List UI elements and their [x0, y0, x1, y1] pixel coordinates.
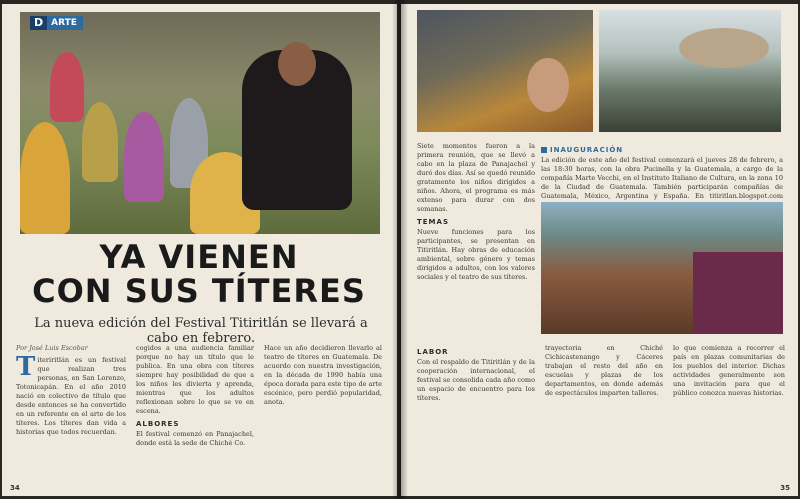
section-tag: [30, 16, 83, 30]
photo-credit: Fotos: AfriPike.blogspot.com: [271, 234, 356, 241]
section-tag-label: ARTE: [51, 18, 77, 28]
photo-puppeteer-woman: [417, 10, 593, 132]
headline-line2: CON SUS TÍTERES: [32, 272, 366, 310]
headline: [14, 240, 384, 308]
column-1-text: iteriritlán es un festival que realizan tres personas, en San Lorenzo, Totonicapán. En el año 2010 nació en colectivo de título que desde entonces se ha convertido en un referente en el arte de los títeres. Los títeres dan vida a historias que todos recuerdan.: [16, 356, 126, 436]
subheading-inauguracion: INAUGURACIÓN: [541, 146, 783, 154]
right-column-4: [545, 344, 663, 398]
article-column-1: [16, 344, 126, 437]
photo-audience-hat: [599, 10, 781, 132]
right-column-5-text: lo que comienza a recorrer el país en plazas comunitarias de los pueblos del interior. Dichas actividades generalmente son una invitación para que el público conozca nuevas historias.: [673, 344, 785, 397]
drop-cap: T: [16, 352, 36, 382]
subheading-labor: LABOR: [417, 348, 449, 356]
right-column-1-text: Siete momentos fueron a la primera reunión, que se llevó a cabo en la plaza de Panajachel y duró dos días. Así se quedó reunido gratamente los niños dirigidos a niños. Ahora, el programa es más extenso para durar con dos semanas.: [417, 142, 535, 213]
right-column-4-text: trayectoria en Chiché Cichicastenango y Cáceres trabajan el resto del año en escuelas y plazas de los departamentos, en donde además de espectáculos imparten talleres.: [545, 344, 663, 397]
article-column-2: [136, 344, 254, 448]
headline-line1: YA VIENEN: [99, 238, 299, 276]
left-page: [2, 4, 397, 496]
byline: Por José Luis Escobar: [16, 344, 88, 352]
subheading-temas: TEMAS: [417, 218, 449, 226]
column-2-text: cogidos a una audiencia familiar porque no hay un título que le publica. En una obra con títeres siempre hay posibilidad de que a los niños les divierta y aprenda, mientras que los adultos reflexionan sobre lo que se ve en escena.: [136, 344, 254, 415]
main-photo-puppeteer-children: [20, 12, 380, 241]
column-2b-text: El festival comenzó en Panajachel, donde está la sede de Chiché Co.: [136, 430, 254, 447]
inauguration-text: La edición de este año del festival comenzará el jueves 28 de febrero, a las 18:30 horas, con la obra Pucinella y la Guatemala, a cargo de la compañía Marte Vecchi, en el Instituto Italiano de Cultura, en la zona 10 de la Ciudad de Guatemala. También participarán compañías de Guatemala, México, Argentina y España. En titiritlan.blogspot.com: [541, 156, 783, 200]
right-column-3-text: Con el respaldo de Titiritlán y de la cooperación internacional, el festival se consolida cada año como un espacio de encuentro para los títeres.: [417, 358, 535, 402]
right-column-1b-text: Nueve funciones para los participantes, se presentan en Titiritlán. Hay obras de educación ambiental, sobre género y temas dirigidos a adultos, con los valores sociales y el teatro de sus títeres.: [417, 228, 535, 281]
right-column-1: [417, 142, 535, 282]
right-column-3: [417, 344, 535, 403]
column-3-text: Hace un año decidieron llevarlo al teatro de títeres en Guatemala. De acuerdo con nuestra investigación, en la década de 1990 había una época dorada para este tipo de arte escénico, pero perdió popularidad, anota.: [264, 344, 382, 406]
subheadline: La nueva edición del Festival Titiritlán se llevará a cabo en febrero.: [34, 316, 368, 346]
article-column-3: [264, 344, 382, 407]
page-number-left: 34: [10, 484, 20, 492]
right-column-5: [673, 344, 785, 398]
subheading-albores: ALBORES: [136, 420, 180, 428]
section-tag-letter: D: [30, 16, 47, 30]
page-number-right: 35: [780, 484, 790, 492]
square-bullet-icon: [541, 147, 547, 153]
right-page: [401, 4, 798, 496]
spine-gutter: [392, 0, 408, 499]
inauguration-box: [541, 142, 783, 210]
photo-crowd-puppet-show: [541, 202, 783, 334]
